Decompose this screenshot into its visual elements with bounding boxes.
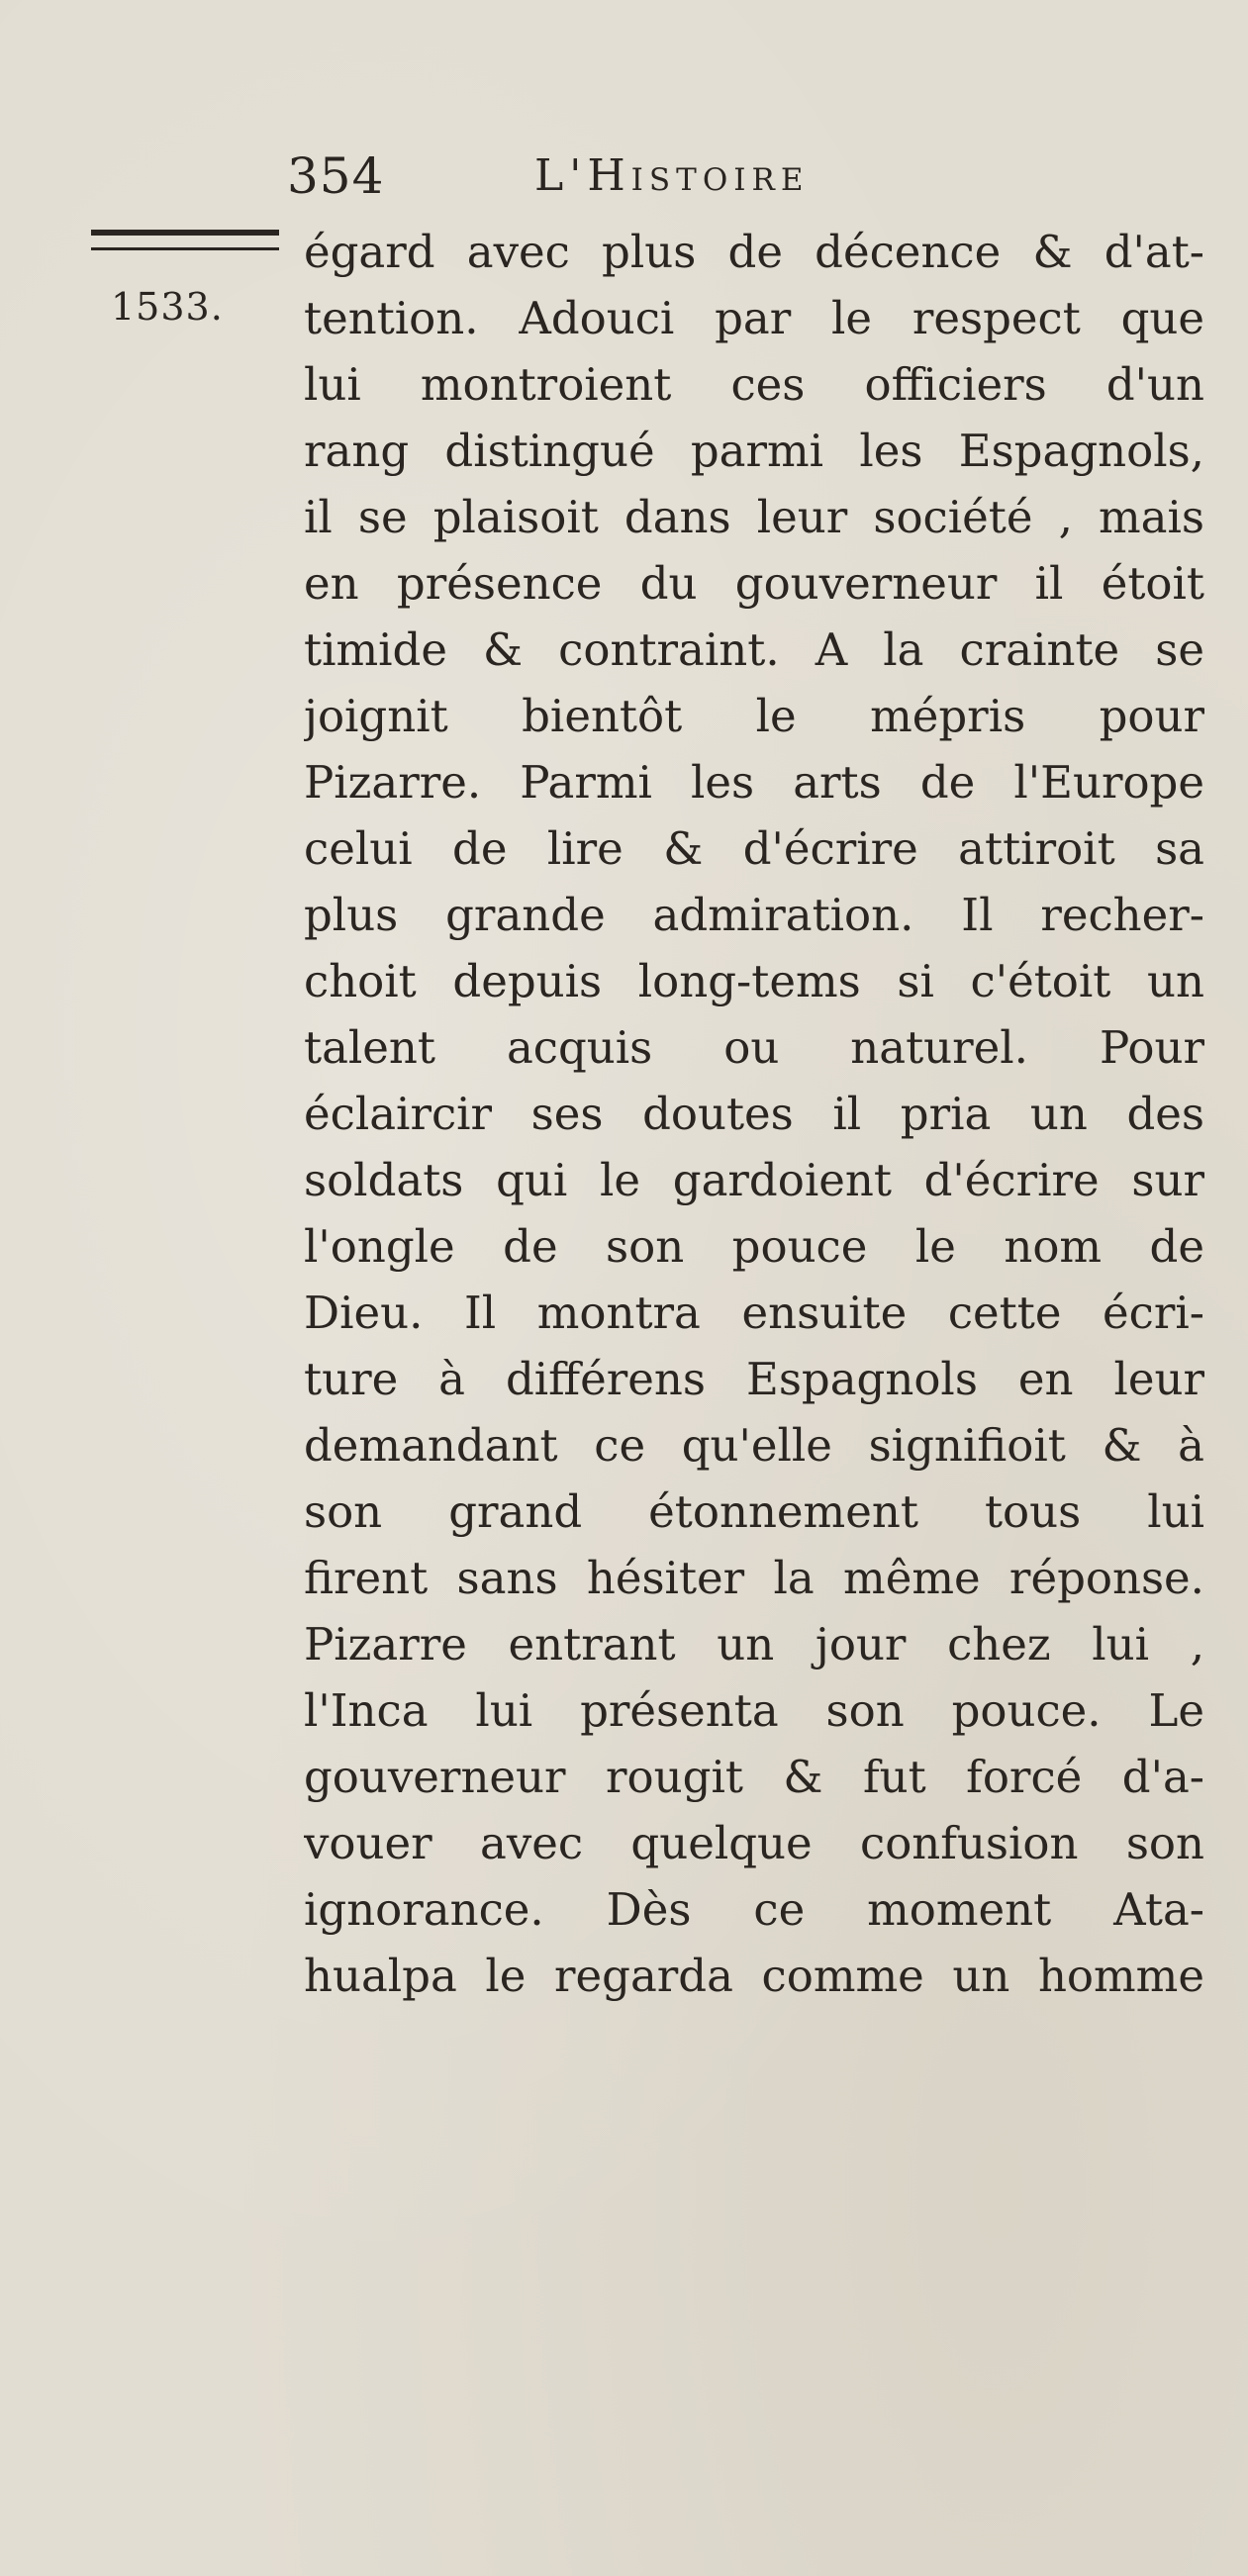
text-line: timide & contraint. A la crainte se xyxy=(304,623,1204,676)
text-line: ture à différens Espagnols en leur xyxy=(304,1353,1204,1405)
text-line: joignit bientôt le mépris pour xyxy=(304,690,1204,742)
text-line: Pizarre entrant un jour chez lui , xyxy=(304,1618,1204,1670)
page-number: 354 xyxy=(287,147,385,205)
text-line: l'ongle de son pouce le nom de xyxy=(304,1220,1204,1273)
text-line: en présence du gouverneur il étoit xyxy=(304,557,1204,610)
text-line: lui montroient ces officiers d'un xyxy=(304,358,1204,411)
margin-year-note: 1533. xyxy=(111,285,224,329)
text-line: vouer avec quelque confusion son xyxy=(304,1817,1204,1869)
text-line: il se plaisoit dans leur société , mais xyxy=(304,491,1204,543)
text-line: hualpa le regarda comme un homme xyxy=(304,1950,1204,2002)
text-line: gouverneur rougit & fut forcé d'a- xyxy=(304,1751,1204,1803)
text-line: rang distingué parmi les Espagnols, xyxy=(304,425,1204,477)
text-line: soldats qui le gardoient d'écrire sur xyxy=(304,1154,1204,1206)
running-title: L'Histoire xyxy=(534,150,810,201)
margin-rule xyxy=(91,230,279,236)
text-line: celui de lire & d'écrire attiroit sa xyxy=(304,822,1204,875)
text-line: demandant ce qu'elle signifioit & à xyxy=(304,1419,1204,1472)
text-line: son grand étonnement tous lui xyxy=(304,1485,1204,1538)
text-line: Dieu. Il montra ensuite cette écri- xyxy=(304,1287,1204,1339)
page-header xyxy=(287,146,980,206)
text-line: choit depuis long-tems si c'étoit un xyxy=(304,955,1204,1007)
body-text xyxy=(304,219,1204,2009)
text-line: éclaircir ses doutes il pria un des xyxy=(304,1088,1204,1140)
text-line: Pizarre. Parmi les arts de l'Europe xyxy=(304,756,1204,809)
text-line: égard avec plus de décence & d'at- xyxy=(304,226,1204,278)
text-line: tention. Adouci par le respect que xyxy=(304,292,1204,344)
text-line: plus grande admiration. Il recher- xyxy=(304,889,1204,941)
text-line: firent sans hésiter la même réponse. xyxy=(304,1552,1204,1604)
text-line: l'Inca lui présenta son pouce. Le xyxy=(304,1684,1204,1737)
text-line: ignorance. Dès ce moment Ata- xyxy=(304,1883,1204,1936)
text-line: talent acquis ou naturel. Pour xyxy=(304,1021,1204,1074)
margin-rule-thin xyxy=(91,247,279,250)
